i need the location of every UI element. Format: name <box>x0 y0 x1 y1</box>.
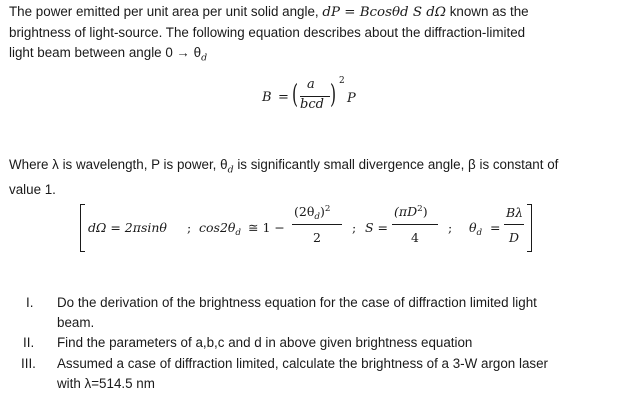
divergence-denominator: D <box>509 230 520 245</box>
left-bracket <box>80 204 85 252</box>
right-bracket <box>527 204 532 252</box>
area-fraction-bar <box>392 224 438 225</box>
power-formula: dP = Bcosθd S dΩ <box>322 5 446 20</box>
solid-angle-equation: dΩ = 2πsinθ <box>88 220 167 235</box>
where-line-1: Where λ is wavelength, P is power, $\theta_d$ is significantly small divergence angle, β is constant of <box>9 157 559 176</box>
where-line-2: value 1. <box>9 182 56 198</box>
list-numeral: I. <box>26 295 34 310</box>
brightness-equation <box>262 74 392 122</box>
eq-rhs-P: P <box>347 91 356 106</box>
questions-list <box>0 293 618 394</box>
divergence-equals: = <box>490 220 501 235</box>
eq-lhs-B: B <box>262 90 272 105</box>
list-item <box>0 333 618 354</box>
divergence-fraction-bar <box>504 224 524 225</box>
divergence-numerator: Bλ <box>506 205 524 220</box>
intro-line-1: The power emitted per unit area per unit solid angle, dP = Bcosθd S dΩ known as the <box>9 4 529 20</box>
list-item <box>0 293 618 333</box>
cos-denominator: 2 <box>313 230 321 245</box>
list-item <box>0 354 618 394</box>
list-item-text: Find the parameters of a,b,c and d in above given brightness equation <box>57 335 473 350</box>
where-paragraph <box>9 155 609 200</box>
area-lhs: S = <box>365 220 389 235</box>
intro-paragraph <box>9 2 609 68</box>
separator: ; <box>187 220 192 235</box>
fraction-denominator: bcd <box>300 97 324 112</box>
intro-line-3: light beam between angle $0 \to \theta_d$ <box>9 45 208 64</box>
list-numeral: III. <box>21 356 36 371</box>
eq-equals: = <box>278 90 289 105</box>
list-item-text: with λ=514.5 nm <box>57 376 155 391</box>
list-item-text: Assumed a case of diffraction limited, calculate the brightness of a 3-W argon laser <box>57 356 548 371</box>
separator: ; <box>352 220 357 235</box>
separator: ; <box>448 220 453 235</box>
cos-numerator: $(2\theta_d)^2$ <box>294 204 331 223</box>
cos-fraction-bar <box>292 224 342 225</box>
list-item-text: beam. <box>57 315 95 330</box>
close-paren: ) <box>330 80 337 110</box>
area-numerator: $(\pi D^2)$ <box>394 204 428 219</box>
list-numeral: II. <box>23 335 35 350</box>
exponent: 2 <box>339 76 345 86</box>
intro-line-2: brightness of light-source. The following equation describes about the diffraction-limited <box>9 25 526 40</box>
equation-set <box>76 200 536 256</box>
cos-term: $\cos 2\theta_d$ <box>199 220 242 239</box>
area-denominator: 4 <box>411 230 419 245</box>
list-item-text: Do the derivation of the brightness equation for the case of diffraction limited light <box>57 295 537 310</box>
fraction-numerator: a <box>307 77 315 92</box>
approx-one-minus: ≅ 1 − <box>248 220 285 235</box>
divergence-lhs: $\theta_d$ <box>469 220 483 239</box>
open-paren: ( <box>292 80 299 110</box>
